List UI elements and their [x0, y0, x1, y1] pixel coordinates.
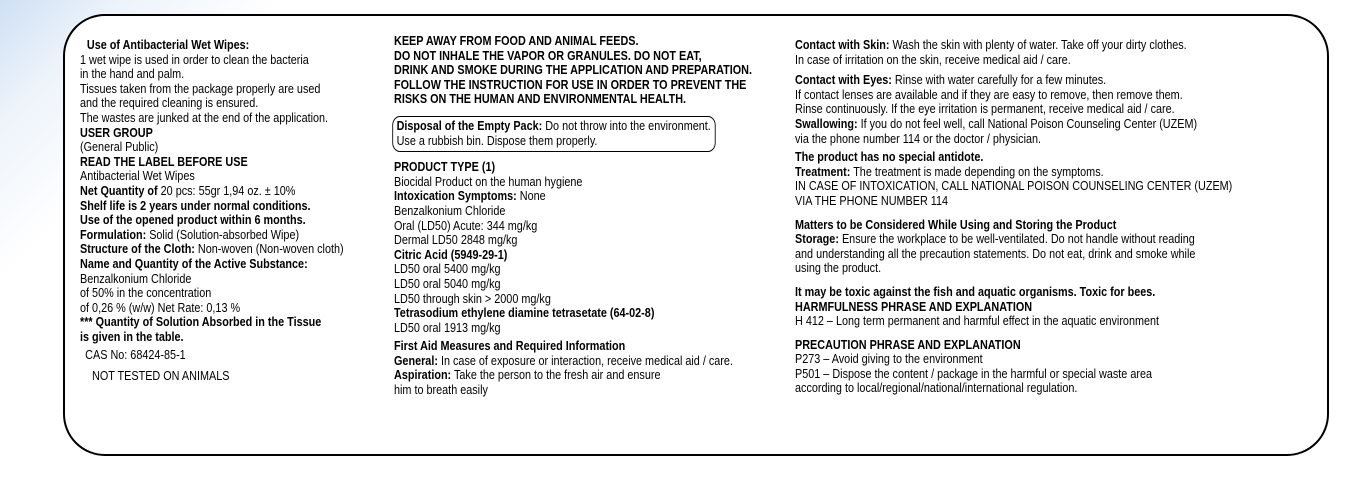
structure-value: Non-woven (Non-woven cloth)	[194, 242, 344, 257]
aspiration-value: Take the person to the fresh air and ensure	[451, 368, 661, 383]
structure-label: Structure of the Cloth:	[80, 242, 195, 257]
warning-line: DRINK AND SMOKE DURING THE APPLICATION AND PREPARATION.	[394, 63, 753, 78]
product-type-value: Biocidal Product on the human hygiene	[394, 174, 583, 189]
eyes-value-cont: If contact lenses are available and if they are easy to remove, then remove them.	[795, 87, 1183, 102]
contact-skin	[795, 38, 1232, 53]
eyes-label: Contact with Eyes:	[795, 73, 892, 88]
precaution-title: PRECAUTION PHRASE AND EXPLANATION	[795, 337, 1021, 352]
citric-acid-title: Citric Acid (5949-29-1)	[394, 247, 508, 262]
warning-line: KEEP AWAY FROM FOOD AND ANIMAL FEEDS.	[394, 34, 639, 48]
aspiration-value-cont: him to breath easily	[394, 383, 488, 398]
treatment-value: The treatment is made depending on the symptoms.	[850, 164, 1104, 179]
storage-label: Storage:	[795, 232, 839, 247]
column-first-aid	[795, 38, 1232, 396]
swallowing	[795, 117, 1232, 132]
swallow-value-cont: via the phone number 114 or the doctor / physician.	[795, 131, 1042, 146]
harmfulness-title: HARMFULNESS PHRASE AND EXPLANATION	[795, 299, 1033, 314]
active-line: of 0,26 % (w/w) Net Rate: 0,13 %	[80, 300, 241, 315]
citric-line: LD50 oral 5040 mg/kg	[394, 276, 501, 291]
intox-call: IN CASE OF INTOXICATION, CALL NATIONAL POISON COUNSELING CENTER (UZEM)	[795, 179, 1233, 194]
use-line: 1 wet wipe is used in order to clean the bacteria	[80, 52, 309, 67]
antidote: The product has no special antidote.	[795, 150, 984, 165]
eyes-value: Rinse with water carefully for a few minutes.	[891, 73, 1107, 88]
bkc-line: Dermal LD50 2848 mg/kg	[394, 233, 518, 248]
first-aid-aspiration	[394, 368, 752, 383]
intox-call-cont: VIA THE PHONE NUMBER 114	[795, 193, 949, 208]
net-quantity	[80, 184, 344, 199]
disposal-text: Do not throw into the environment.	[542, 118, 711, 133]
active-line: of 50% in the concentration	[80, 286, 212, 301]
intoxication-symptoms	[394, 189, 752, 204]
intox-label: Intoxication Symptoms:	[394, 189, 517, 204]
product-type-title: PRODUCT TYPE (1)	[394, 160, 496, 175]
use-line: in the hand and palm.	[80, 67, 185, 82]
shelf-life: Shelf life is 2 years under normal conditions.	[80, 198, 311, 213]
bkc-line: Benzalkonium Chloride	[394, 203, 506, 218]
precaution-p273: P273 – Avoid giving to the environment	[795, 352, 983, 367]
product-name: Antibacterial Wet Wipes	[80, 169, 195, 184]
use-line: The wastes are junked at the end of the application.	[80, 110, 329, 125]
citric-line: LD50 oral 5400 mg/kg	[394, 262, 501, 277]
disposal-label: Disposal of the Empty Pack:	[396, 118, 543, 133]
storage	[795, 232, 1232, 247]
first-aid-general	[394, 354, 752, 369]
intox-value: None	[516, 189, 546, 204]
warning-line: RISKS ON THE HUMAN AND ENVIRONMENTAL HEALTH.	[394, 92, 687, 107]
active-line: Benzalkonium Chloride	[80, 271, 192, 286]
storage-value-cont: using the product.	[795, 261, 882, 276]
read-label-title: READ THE LABEL BEFORE USE	[80, 154, 248, 169]
use-line: and the required cleaning is ensured.	[80, 96, 259, 111]
warning-line: FOLLOW THE INSTRUCTION FOR USE IN ORDER TO PREVENT THE	[394, 77, 747, 92]
harmfulness-line: H 412 – Long term permanent and harmful effect in the aquatic environment	[795, 314, 1160, 329]
bkc-line: Oral (LD50) Acute: 344 mg/kg	[394, 218, 538, 233]
net-quantity-value: 20 pcs: 55gr 1,94 oz. ± 10%	[157, 183, 296, 198]
treatment	[795, 165, 1232, 180]
contact-eyes	[795, 73, 1232, 88]
storage-value: Ensure the workplace to be well-ventilated. Do not handle without reading	[838, 232, 1195, 247]
structure	[80, 242, 344, 257]
general-value: In case of exposure or interaction, receive medical aid / care.	[437, 353, 733, 368]
solution-title: *** Quantity of Solution Absorbed in the Tissue	[80, 315, 322, 330]
edta-line: LD50 oral 1913 mg/kg	[394, 320, 501, 335]
net-quantity-label: Net Quantity of	[80, 183, 158, 198]
aspiration-label: Aspiration:	[394, 368, 452, 383]
treatment-label: Treatment:	[795, 164, 851, 179]
formulation-value: Solid (Solution-absorbed Wipe)	[146, 227, 300, 242]
eyes-value-cont: Rinse continuously. If the eye irritation is permanent, receive medical aid / care.	[795, 102, 1175, 117]
citric-line: LD50 through skin > 2000 mg/kg	[394, 291, 551, 306]
skin-value: Wash the skin with plenty of water. Take off your dirty clothes.	[889, 38, 1187, 52]
matters-title: Matters to be Considered While Using and Storing the Product	[795, 217, 1117, 232]
disposal-line	[397, 119, 711, 134]
disposal-box	[392, 116, 716, 152]
precaution-p501-cont: according to local/regional/national/international regulation.	[795, 381, 1078, 396]
opened-use: Use of the opened product within 6 months.	[80, 213, 306, 228]
edta-title: Tetrasodium ethylene diamine tetrasetate (64-02-8)	[394, 306, 655, 321]
storage-value-cont: and understanding all the precaution statements. Do not eat, drink and smoke while	[795, 246, 1196, 261]
disposal-text-2: Use a rubbish bin. Dispose them properly.	[396, 133, 598, 148]
first-aid-title: First Aid Measures and Required Information	[394, 339, 626, 354]
use-line: Tissues taken from the package properly are used	[80, 81, 321, 96]
cas-number: CAS No: 68424-85-1	[85, 348, 186, 363]
skin-label: Contact with Skin:	[795, 38, 890, 52]
not-tested: NOT TESTED ON ANIMALS	[92, 369, 230, 384]
general-label: General:	[394, 353, 438, 368]
swallow-label: Swallowing:	[795, 116, 858, 131]
toxic-warning: It may be toxic against the fish and aquatic organisms. Toxic for bees.	[795, 284, 1156, 299]
active-substance-title: Name and Quantity of the Active Substance:	[80, 256, 308, 271]
user-group-title: USER GROUP	[80, 125, 153, 140]
formulation	[80, 228, 344, 243]
swallow-value: If you do not feel well, call National Poison Counseling Center (UZEM)	[857, 116, 1198, 131]
warning-line: DO NOT INHALE THE VAPOR OR GRANULES. DO NOT EAT,	[394, 48, 702, 63]
column-usage	[80, 38, 344, 384]
solution-title-cont: is given in the table.	[80, 329, 184, 344]
user-group-value: (General Public)	[80, 140, 159, 155]
precaution-p501: P501 – Dispose the content / package in the harmful or special waste area	[795, 366, 1153, 381]
skin-value-cont: In case of irritation on the skin, receive medical aid / care.	[795, 52, 1071, 67]
formulation-label: Formulation:	[80, 227, 147, 242]
use-title: Use of Antibacterial Wet Wipes:	[86, 38, 250, 52]
column-safety	[394, 34, 752, 398]
